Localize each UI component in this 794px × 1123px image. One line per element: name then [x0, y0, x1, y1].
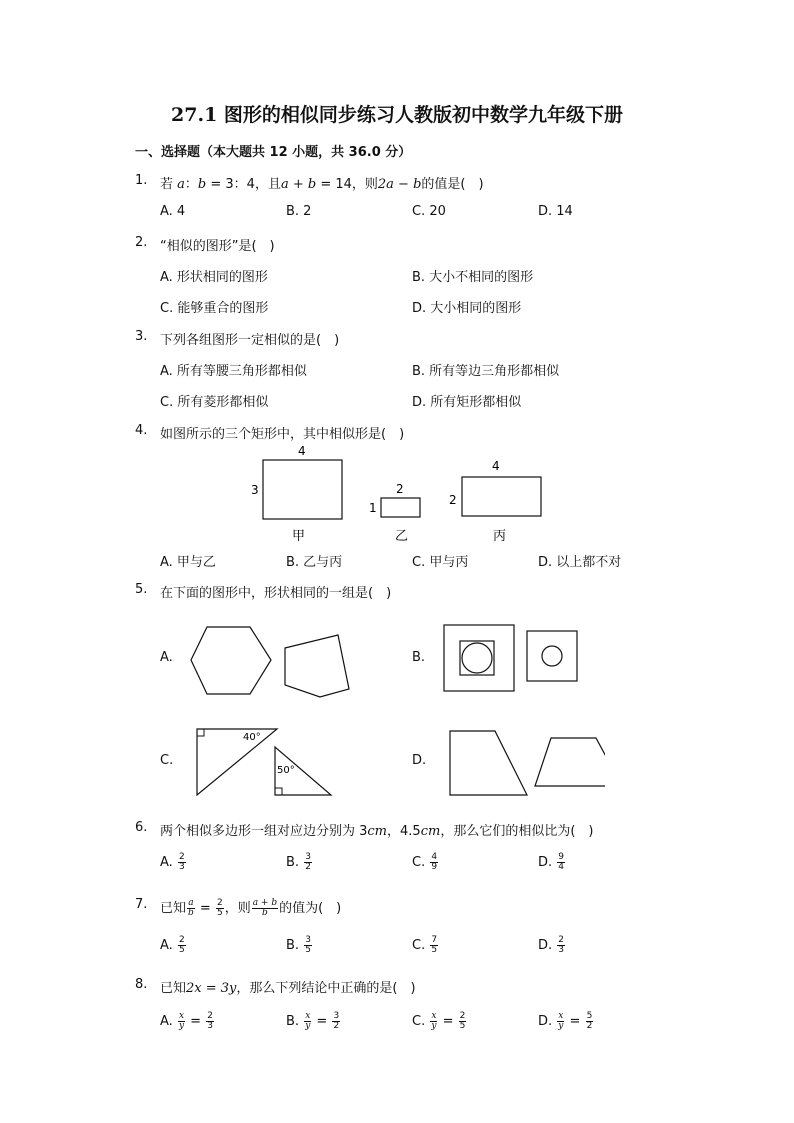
option-7b[interactable]: B. $\frac{3}{5}$ [286, 935, 311, 955]
label-height-jia: 3 [251, 483, 259, 497]
page-title: 27.1 图形的相似同步练习人教版初中数学九年级下册 [171, 104, 623, 126]
option-1b[interactable]: B. 2 [286, 204, 312, 219]
option-1a[interactable]: A. 4 [160, 204, 186, 219]
inner-square [460, 641, 494, 675]
option-4c[interactable]: C. 甲与丙 [412, 555, 469, 570]
option-5a[interactable]: A. [160, 650, 173, 665]
option-6d[interactable]: D. $\frac{9}{4}$ [538, 852, 565, 872]
option-2d[interactable]: D. 大小相同的图形 [412, 301, 522, 316]
label-width-bing: 4 [492, 459, 500, 473]
option-5b[interactable]: B. [412, 650, 426, 665]
label-height-bing: 2 [449, 493, 457, 507]
option-2a[interactable]: A. 形状相同的图形 [160, 270, 268, 285]
angle-label-40: 40° [243, 732, 261, 743]
question-1-text: 若 a：b = 3：4，且a + b = 14，则2a − b的值是( ) [160, 177, 484, 192]
option-7d[interactable]: D. $\frac{2}{3}$ [538, 935, 565, 955]
option-6a[interactable]: A. $\frac{2}{3}$ [160, 852, 185, 872]
option-3d[interactable]: D. 所有矩形都相似 [412, 395, 522, 410]
section-heading: 一、选择题（本大题共 12 小题，共 36.0 分） [135, 145, 412, 160]
rectangles-figure [240, 440, 560, 548]
inner-circle-large [462, 643, 492, 673]
rectangle-yi [381, 498, 420, 517]
option-8b[interactable]: B. $\frac{x}{y}$ = $\frac{3}{2}$ [286, 1011, 340, 1031]
option-5d[interactable]: D. [412, 753, 427, 768]
option-6b[interactable]: B. $\frac{3}{2}$ [286, 852, 311, 872]
label-width-yi: 2 [396, 482, 404, 496]
shapes-figure [185, 615, 605, 805]
pentagon-shape [285, 635, 349, 697]
label-name-bing: 丙 [493, 529, 507, 544]
label-width-jia: 4 [298, 444, 306, 458]
option-4a[interactable]: A. 甲与乙 [160, 555, 216, 570]
option-5c[interactable]: C. [160, 753, 174, 768]
hexagon-shape [191, 627, 271, 694]
option-4d[interactable]: D. 以上都不对 [538, 555, 622, 570]
option-2b[interactable]: B. 大小不相同的图形 [412, 270, 534, 285]
large-outer-square [444, 625, 514, 691]
option-1d[interactable]: D. 14 [538, 204, 573, 219]
option-7c[interactable]: C. $\frac{7}{5}$ [412, 935, 438, 955]
option-6c[interactable]: C. $\frac{4}{9}$ [412, 852, 438, 872]
option-1c[interactable]: C. 20 [412, 204, 446, 219]
option-7a[interactable]: A. $\frac{2}{5}$ [160, 935, 185, 955]
rectangle-jia [263, 460, 342, 519]
option-2c[interactable]: C. 能够重合的图形 [160, 301, 269, 316]
small-outer-square [527, 631, 577, 681]
option-4b[interactable]: B. 乙与丙 [286, 555, 343, 570]
option-3c[interactable]: C. 所有菱形都相似 [160, 395, 269, 410]
rectangle-bing [462, 477, 541, 516]
label-height-yi: 1 [369, 501, 377, 515]
option-3a[interactable]: A. 所有等腰三角形都相似 [160, 364, 307, 379]
angle-label-50: 50° [277, 765, 295, 776]
option-8d[interactable]: D. $\frac{x}{y}$ = $\frac{5}{2}$ [538, 1011, 593, 1031]
triangle-40 [197, 729, 277, 795]
label-name-yi: 乙 [395, 529, 409, 544]
isosceles-trapezoid [535, 738, 605, 786]
option-8a[interactable]: A. $\frac{x}{y}$ = $\frac{2}{3}$ [160, 1011, 213, 1031]
option-3b[interactable]: B. 所有等边三角形都相似 [412, 364, 560, 379]
right-trapezoid [450, 731, 527, 795]
label-name-jia: 甲 [292, 529, 306, 544]
inner-circle-small [542, 646, 562, 666]
option-8c[interactable]: C. $\frac{x}{y}$ = $\frac{2}{5}$ [412, 1011, 466, 1031]
